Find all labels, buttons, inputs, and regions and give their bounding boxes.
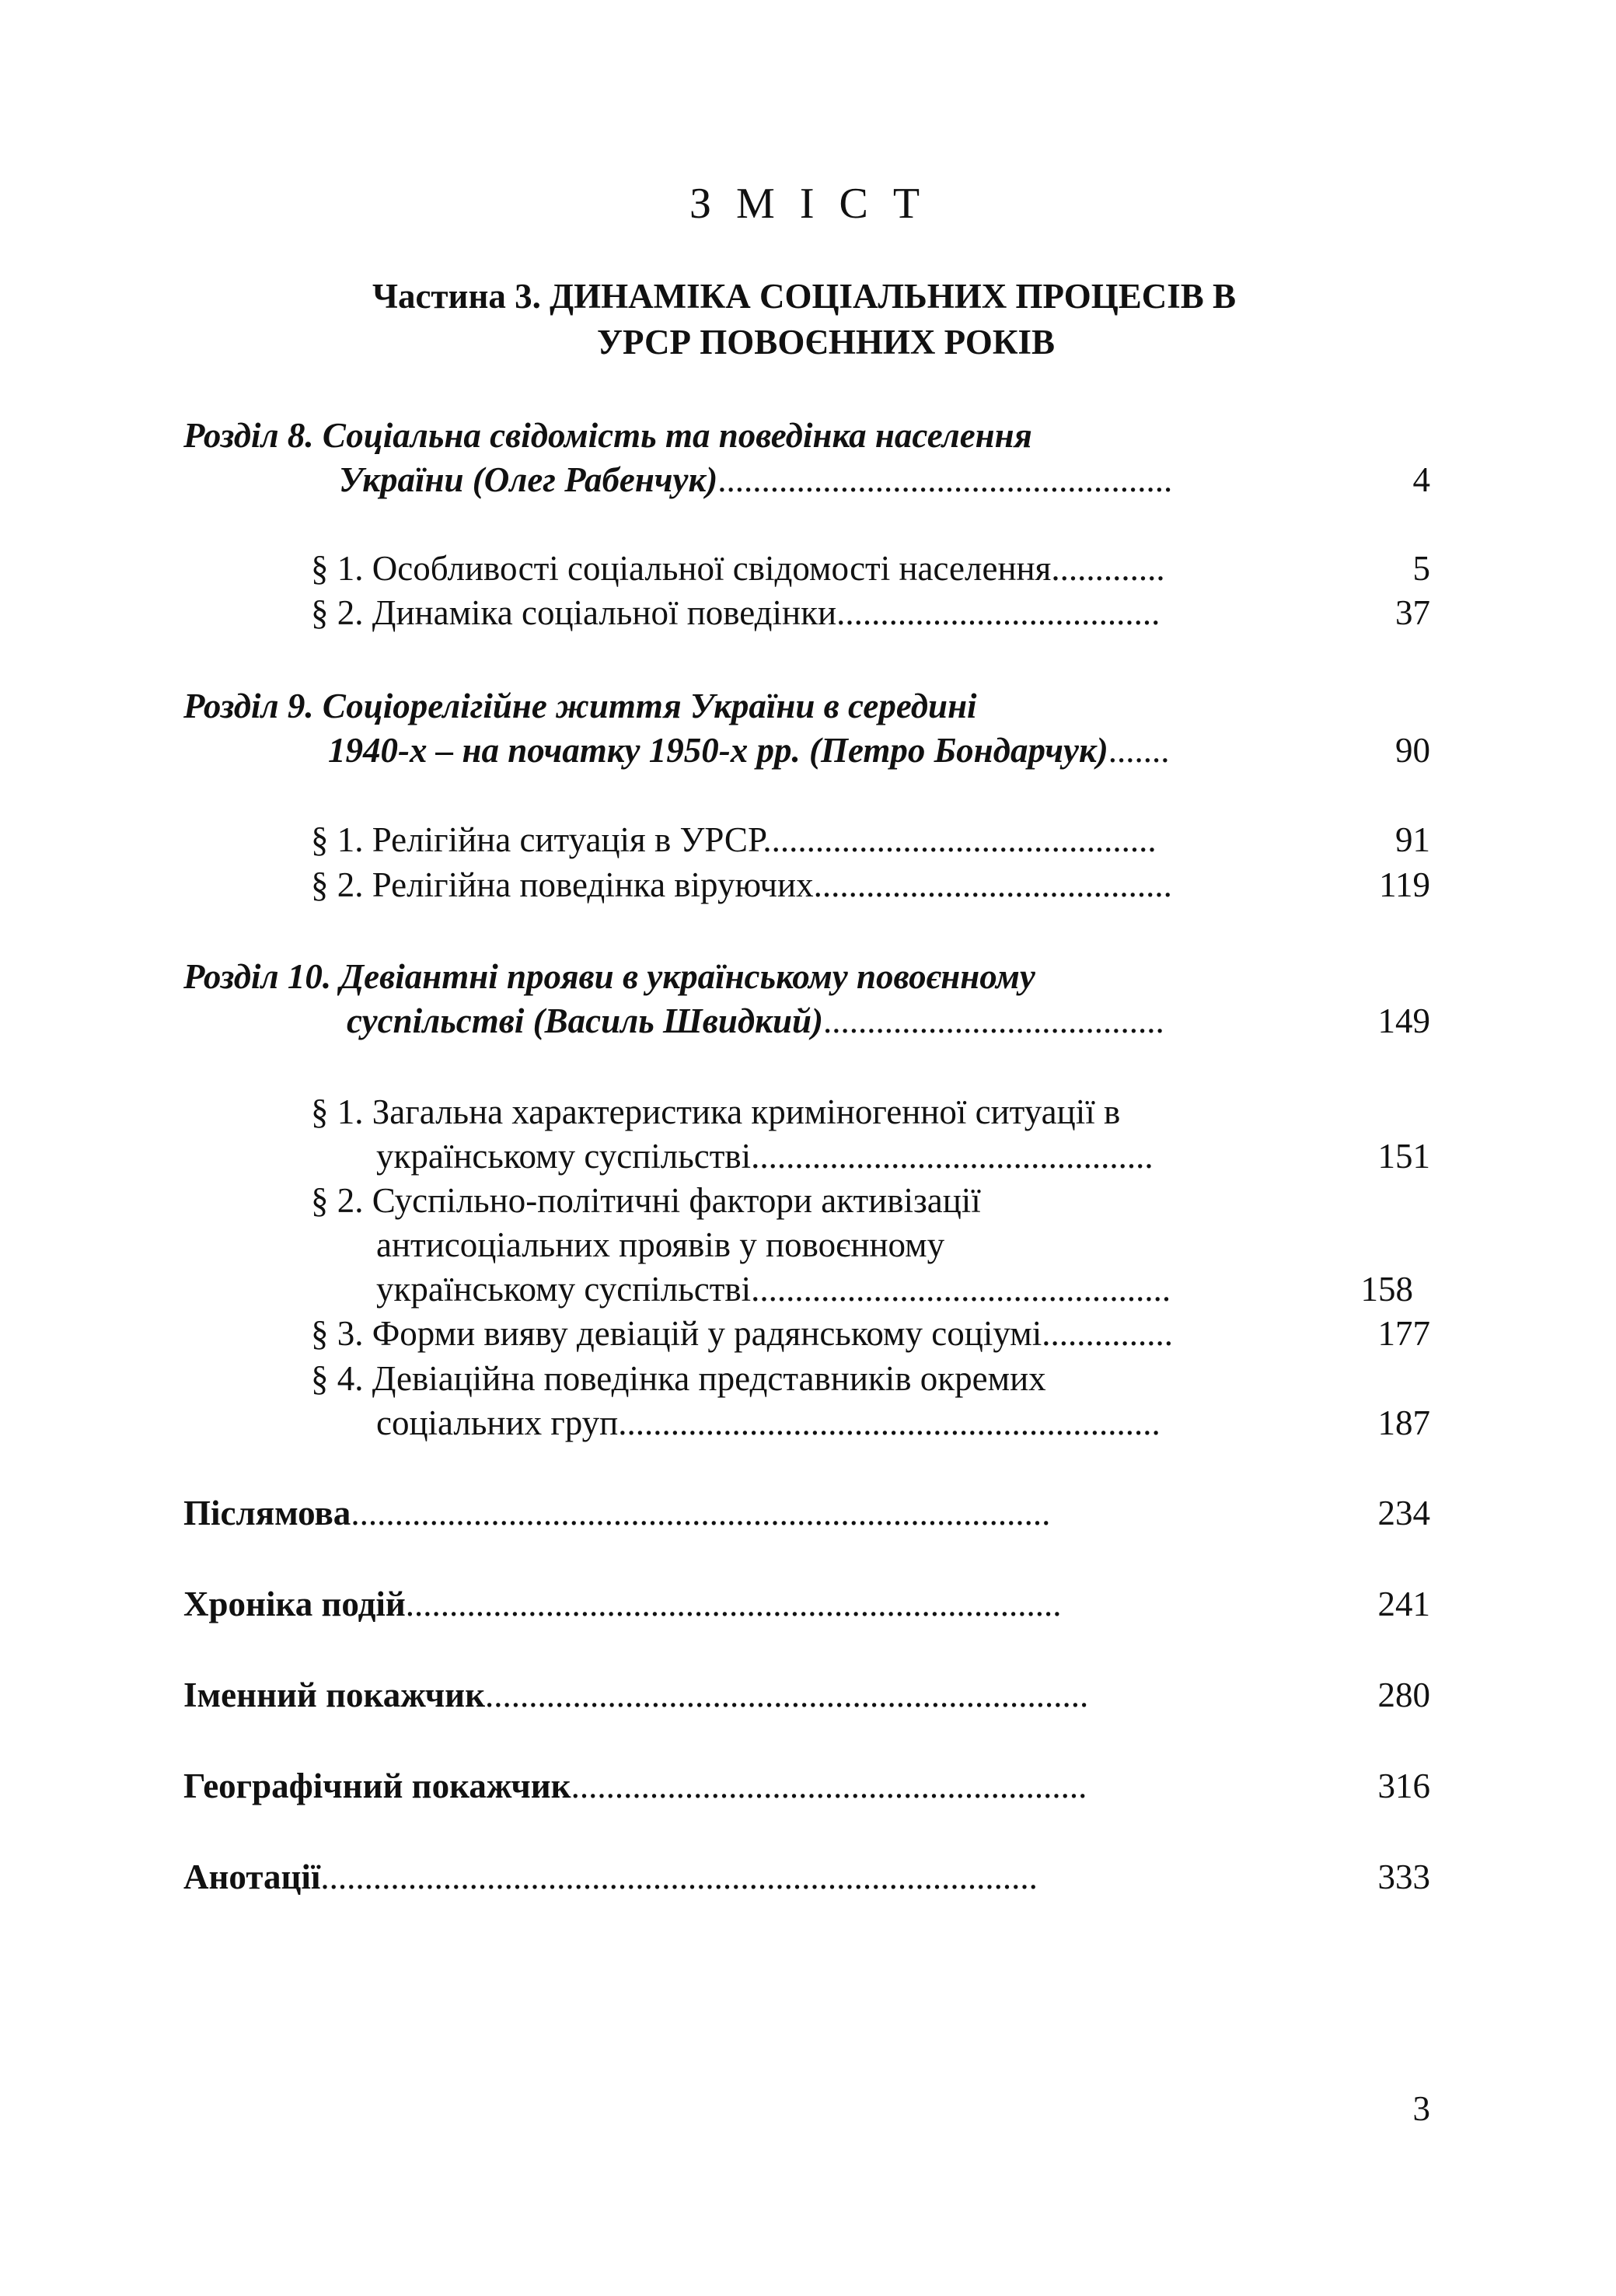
section-dot-leader: ..............................................	[751, 1137, 1154, 1176]
section-dot-leader: .............................................	[763, 820, 1157, 859]
section-dot-leader: .........................................	[813, 865, 1172, 904]
chapter-10-section-1-line-2	[376, 1134, 1154, 1178]
chapter-10-title-text: суспільстві (Василь Швидкий)	[347, 1001, 824, 1040]
chapter-10-dot-leader: .......................................	[823, 1001, 1164, 1040]
chapter-9-title-text: 1940-х – на початку 1950-х рр. (Петро Бондарчук)	[328, 731, 1108, 770]
page-number: 3	[1412, 2089, 1430, 2128]
chapter-8-section-2	[311, 591, 1160, 634]
back-matter-dot-leader: .....................................................................	[485, 1676, 1089, 1714]
back-matter-chronicle-page-number: 241	[1377, 1585, 1430, 1623]
section-dot-leader: ..............................................................	[618, 1403, 1161, 1442]
chapter-8-title-text: України (Олег Рабенчук)	[339, 460, 718, 499]
chapter-10-section-2-line-3	[376, 1267, 1171, 1311]
back-matter-chronicle	[183, 1582, 1062, 1626]
chapter-8-page-number: 4	[1412, 460, 1430, 499]
section-title: § 3. Форми вияву девіацій у радянському соціумі	[311, 1314, 1042, 1353]
chapter-8-title-line-1: Розділ 8. Соціальна свідомість та поведінка населення	[183, 416, 1032, 455]
chapter-9-section-2	[311, 863, 1172, 907]
back-matter-name-index	[183, 1673, 1088, 1717]
section-dot-leader: .....................................	[836, 593, 1161, 632]
back-matter-geographic-index-page-number: 316	[1377, 1767, 1430, 1805]
chapter-9-page-number: 90	[1395, 731, 1430, 770]
chapter-8-dot-leader: ....................................................	[717, 460, 1173, 499]
back-matter-dot-leader: ................................................................................	[351, 1494, 1051, 1532]
back-matter-afterword-page-number: 234	[1377, 1494, 1430, 1532]
back-matter-label: Географічний покажчик	[183, 1767, 571, 1805]
chapter-10-section-3-page-number: 177	[1377, 1314, 1430, 1353]
chapter-8-section-1	[311, 547, 1165, 590]
chapter-10-title-line-2	[347, 999, 1164, 1043]
chapter-9-dot-leader: .......	[1108, 731, 1170, 770]
section-title: § 2. Релігійна поведінка віруючих	[311, 865, 814, 904]
chapter-9-title-line-2	[328, 729, 1170, 772]
back-matter-annotations	[183, 1855, 1038, 1899]
chapter-9-section-2-page-number: 119	[1379, 865, 1430, 904]
part-heading	[0, 274, 1616, 365]
chapter-9-section-1	[311, 818, 1157, 861]
chapter-10-section-2-line-2: антисоціальних проявів у повоєнному	[376, 1225, 945, 1264]
chapter-10-section-1-page-number: 151	[1377, 1137, 1430, 1176]
back-matter-label: Іменний покажчик	[183, 1676, 486, 1714]
part-heading-line-2: УРСР ПОВОЄННИХ РОКІВ	[597, 323, 1055, 362]
section-title: українському суспільстві	[376, 1137, 752, 1176]
chapter-10-section-4-line-1: § 4. Девіаційна поведінка представників окремих	[311, 1359, 1046, 1398]
chapter-8-title-line-2	[339, 458, 1172, 501]
section-title: українському суспільстві	[376, 1270, 752, 1309]
chapter-10-section-3	[311, 1312, 1173, 1355]
chapter-10-section-2-line-1: § 2. Суспільно-політичні фактори активізації	[311, 1181, 981, 1220]
section-title: § 2. Динаміка соціальної поведінки	[311, 593, 837, 632]
chapter-10-section-1-line-1: § 1. Загальна характеристика криміногенної ситуації в	[311, 1092, 1121, 1131]
chapter-10-section-4-line-2	[376, 1401, 1161, 1445]
back-matter-afterword	[183, 1491, 1050, 1535]
chapter-8-section-2-page-number: 37	[1395, 593, 1430, 632]
section-title: § 1. Особливості соціальної свідомості населення	[311, 549, 1052, 588]
section-dot-leader: .............	[1051, 549, 1165, 588]
back-matter-label: Післямова	[183, 1494, 351, 1532]
chapter-10-title-line-1: Розділ 10. Девіантні прояви в українському повоєнному	[183, 957, 1035, 996]
back-matter-dot-leader: ..................................................................................	[320, 1857, 1038, 1896]
page-title: З М І С Т	[689, 180, 927, 228]
chapter-9-title-line-1: Розділ 9. Соціорелігійне життя України в середині	[183, 687, 977, 725]
section-title: § 1. Релігійна ситуація в УРСР	[311, 820, 763, 859]
chapter-10-page-number: 149	[1377, 1001, 1430, 1040]
chapter-9-section-1-page-number: 91	[1395, 820, 1430, 859]
back-matter-label: Анотації	[183, 1857, 321, 1896]
section-title: соціальних груп	[376, 1403, 619, 1442]
back-matter-geographic-index	[183, 1764, 1087, 1808]
chapter-10-section-4-page-number: 187	[1377, 1403, 1430, 1442]
back-matter-name-index-page-number: 280	[1377, 1676, 1430, 1714]
section-dot-leader: ...............	[1042, 1314, 1173, 1353]
back-matter-dot-leader: ...........................................................	[571, 1767, 1087, 1805]
back-matter-annotations-page-number: 333	[1377, 1857, 1430, 1896]
part-heading-line-1: Частина 3. ДИНАМІКА СОЦІАЛЬНИХ ПРОЦЕСІВ В	[372, 277, 1237, 316]
chapter-8-section-1-page-number: 5	[1412, 549, 1430, 588]
back-matter-label: Хроніка подій	[183, 1585, 406, 1623]
section-dot-leader: ................................................	[751, 1270, 1171, 1309]
chapter-10-section-2-page-number: 158	[1360, 1270, 1413, 1309]
back-matter-dot-leader: ...........................................................................	[405, 1585, 1062, 1623]
